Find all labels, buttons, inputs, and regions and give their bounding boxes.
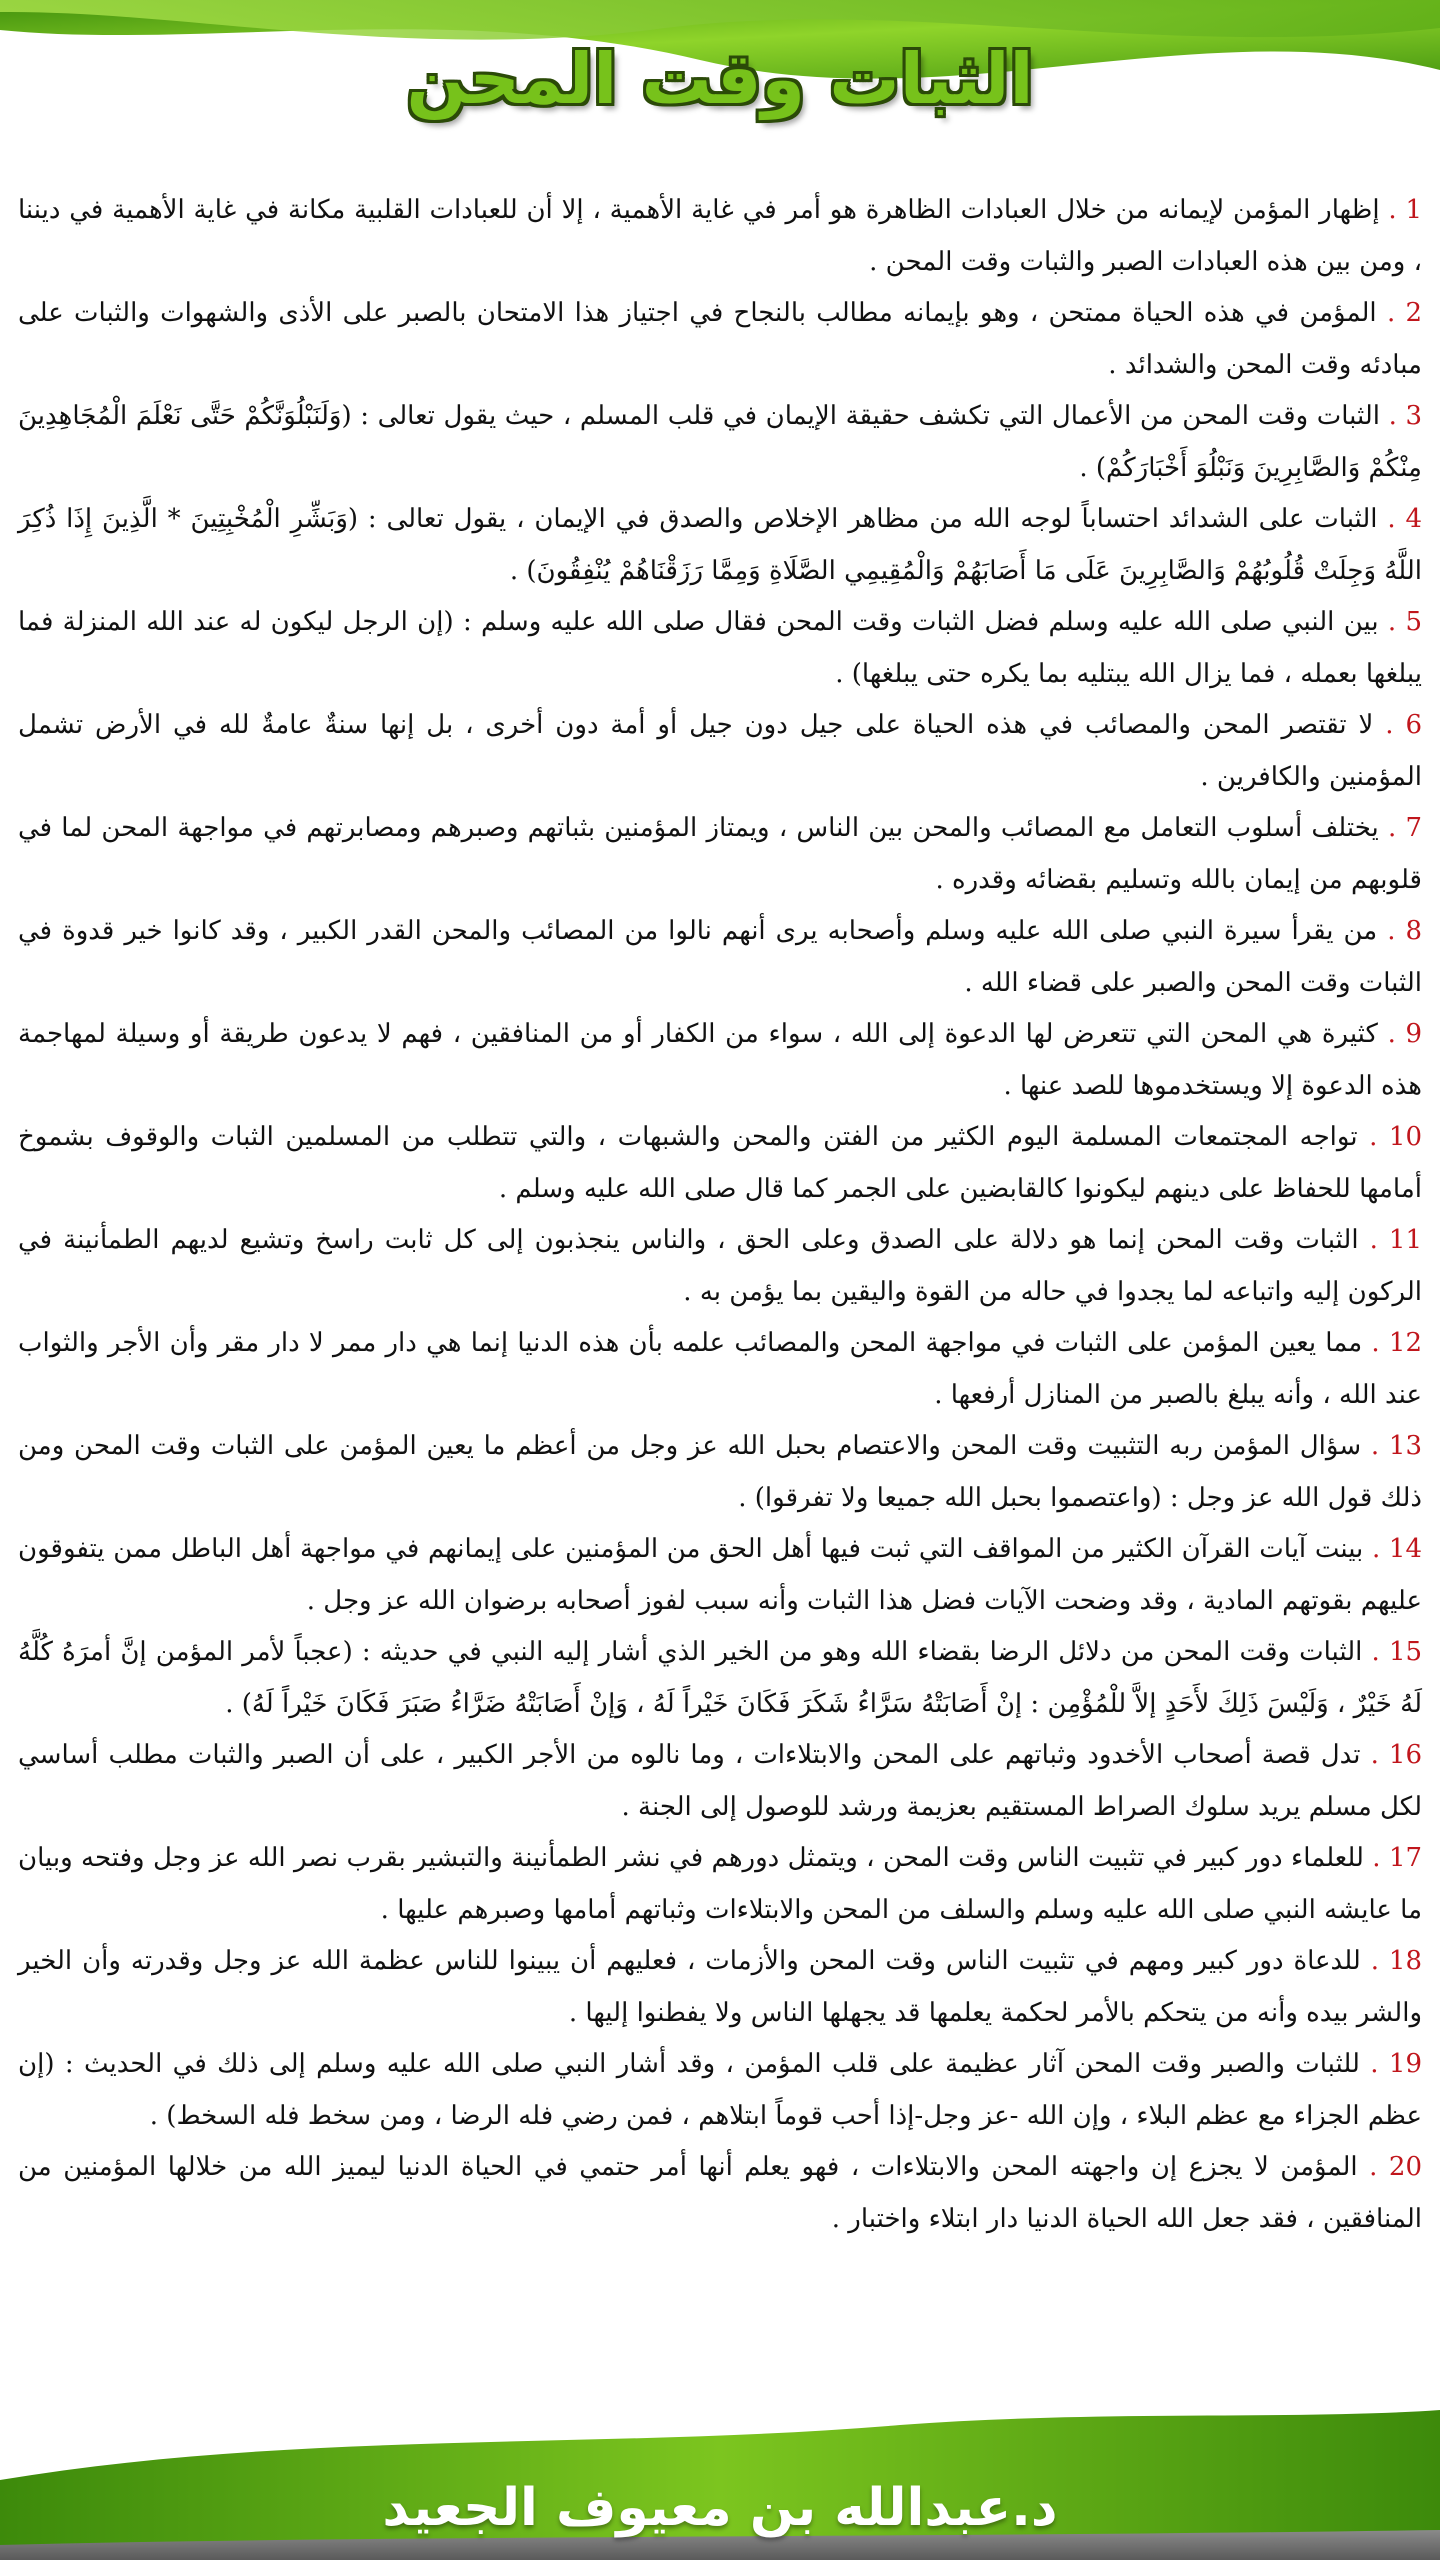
item-text: من يقرأ سيرة النبي صلى الله عليه وسلم وأصحابه يرى أنهم نالوا من المصائب والمحن القدر الكبير ، وقد كانوا خير قدوة في الثبات وقت المحن والصبر على قضاء الله .	[18, 916, 1422, 998]
item-text: تواجه المجتمعات المسلمة اليوم الكثير من الفتن والمحن والشبهات ، والتي تتطلب من المسلمين الثبات والوقوف بشموخ أمامها للحفاظ على دينهم ليكونوا كالقابضين على الجمر كما قال صلى الله عليه وسلم .	[18, 1122, 1422, 1204]
item-text: إظهار المؤمن لإيمانه من خلال العبادات الظاهرة هو أمر في غاية الأهمية ، إلا أن للعبادات القلبية مكانة في غاية الأهمية في ديننا ، ومن بين هذه العبادات الصبر والثبات وقت المحن .	[18, 195, 1422, 277]
item-text: تدل قصة أصحاب الأخدود وثباتهم على المحن والابتلاءات ، وما نالوه من الأجر الكبير ، على أن الصبر والثبات مطلب أساسي لكل مسلم يريد سلوك الصراط المستقيم بعزيمة ورشد للوصول إلى الجنة .	[18, 1740, 1422, 1822]
item-number: 17 .	[1372, 1843, 1423, 1873]
item-number: 13 .	[1370, 1431, 1423, 1461]
list-item	[18, 803, 1422, 906]
list-item	[18, 1215, 1422, 1318]
item-number: 11 .	[1369, 1225, 1423, 1255]
item-text: بين النبي صلى الله عليه وسلم فضل الثبات وقت المحن فقال صلى الله عليه وسلم : (إن الرجل ليكون له عند الله المنزلة فما يبلغها بعمله ، فما يزال الله يبتليه بما يكره حتى يبلغها) .	[18, 607, 1422, 689]
item-number: 16 .	[1370, 1740, 1423, 1770]
list-item	[18, 494, 1422, 597]
item-text: الثبات وقت المحن من الأعمال التي تكشف حقيقة الإيمان في قلب المسلم ، حيث يقول تعالى : (وَلَنَبْلُوَنَّكُمْ حَتَّى نَعْلَمَ الْمُجَاهِدِينَ مِنْكُمْ وَالصَّابِرِينَ وَنَبْلُوَ أَخْبَارَكُمْ) .	[18, 401, 1422, 483]
item-text: يختلف أسلوب التعامل مع المصائب والمحن بين الناس ، ويمتاز المؤمنين بثباتهم وصبرهم ومصابرتهم في مواجهة المحن لما في قلوبهم من إيمان بالله وتسليم بقضائه وقدره .	[18, 813, 1422, 895]
item-text: مما يعين المؤمن على الثبات في مواجهة المحن والمصائب علمه بأن هذه الدنيا إنما هي دار ممر لا دار مقر وأن الأجر والثواب عند الله ، وأنه يبلغ بالصبر من المنازل أرفعها .	[18, 1328, 1422, 1410]
item-text: الثبات على الشدائد احتساباً لوجه الله من مظاهر الإخلاص والصدق في الإيمان ، يقول تعالى : (وَبَشِّرِ الْمُخْبِتِينَ * الَّذِينَ إِذَا ذُكِرَ اللَّهُ وَجِلَتْ قُلُوبُهُمْ وَالصَّابِرِينَ عَلَى مَا أَصَابَهُمْ وَالْمُقِيمِي الصَّلَاةِ وَمِمَّا رَزَقْنَاهُمْ يُنْفِقُونَ) .	[18, 504, 1422, 586]
item-number: 4 .	[1387, 504, 1423, 534]
item-text: سؤال المؤمن ربه التثبيت وقت المحن والاعتصام بحبل الله عز وجل من أعظم ما يعين المؤمن على الثبات وقت المحن ومن ذلك قول الله عز وجل : (واعتصموا بحبل الله جميعا ولا تفرقوا) .	[18, 1431, 1422, 1513]
item-number: 6 .	[1385, 710, 1423, 740]
item-number: 15 .	[1371, 1637, 1423, 1667]
item-text: الثبات وقت المحن من دلائل الرضا بقضاء الله وهو من الخير الذي أشار إليه النبي في حديثه : (عجباً لأمر المؤمن إنَّ أمرَهُ كُلَّهُ لَهُ خَيْرٌ ، وَلَيْسَ ذَلِكَ لأَحَدٍ إلاَّ للْمُؤْمِن : إنْ أَصَابَتْهُ سَرَّاءُ شَكَرَ فَكَانَ خَيْراً لَهُ ، وَإنْ أَصَابَتْهُ ضَرَّاءُ صَبَرَ فَكَانَ خَيْراً لَهُ) .	[18, 1637, 1422, 1719]
list-item	[18, 1421, 1422, 1524]
item-number: 9 .	[1387, 1019, 1423, 1049]
item-number: 18 .	[1370, 1946, 1423, 1976]
item-number: 10 .	[1369, 1122, 1422, 1152]
item-text: المؤمن في هذه الحياة ممتحن ، وهو بإيمانه مطالب بالنجاح في اجتياز هذا الامتحان بالصبر على الأذى والشهوات والثبات على مبادئه وقت المحن والشدائد .	[18, 298, 1422, 380]
item-text: للعلماء دور كبير في تثبيت الناس وقت المحن ، ويتمثل دورهم في نشر الطمأنينة والتبشير بقرب نصر الله عز وجل وفتحه وبيان ما عايشه النبي صلى الله عليه وسلم والسلف من المحن والابتلاءات وثباتهم أمامها وصبرهم عليها .	[18, 1843, 1422, 1925]
item-number: 19 .	[1370, 2049, 1423, 2079]
list-item	[18, 288, 1422, 391]
list-item	[18, 185, 1422, 288]
list-item	[18, 700, 1422, 803]
item-number: 20 .	[1369, 2152, 1423, 2182]
list-item	[18, 2142, 1422, 2245]
item-number: 2 .	[1386, 298, 1423, 328]
page-title: الثبات وقت المحن	[406, 38, 1034, 120]
list-item	[18, 391, 1422, 494]
item-text: لا تقتصر المحن والمصائب في هذه الحياة على جيل دون جيل أو أمة دون أخرى ، بل إنها سنةٌ عامةٌ لله في الأرض تشمل المؤمنين والكافرين .	[18, 710, 1422, 792]
item-text: المؤمن لا يجزع إن واجهته المحن والابتلاءات ، فهو يعلم أنها أمر حتمي في الحياة الدنيا ليميز الله من خلالها المؤمنين من المنافقين ، فقد جعل الله الحياة الدنيا دار ابتلاء واختبار .	[18, 2152, 1422, 2234]
item-number: 12 .	[1371, 1328, 1423, 1358]
item-number: 5 .	[1387, 607, 1423, 637]
list-item	[18, 2039, 1422, 2142]
item-text: كثيرة هي المحن التي تتعرض لها الدعوة إلى الله ، سواء من الكفار أو من المنافقين ، فهم لا يدعون طريقة أو وسيلة لمهاجمة هذه الدعوة إلا ويستخدموها للصد عنها .	[18, 1019, 1422, 1101]
points-list	[18, 185, 1422, 2245]
list-item	[18, 1730, 1422, 1833]
item-text: بينت آيات القرآن الكثير من المواقف التي ثبت فيها أهل الحق من المؤمنين على إيمانهم في مواجهة أهل الباطل ممن يتفوقون عليهم بقوتهم المادية ، وقد وضحت الآيات فضل هذا الثبات وأنه سبب لفوز أصحابه برضوان الله عز وجل .	[18, 1534, 1422, 1616]
list-item	[18, 1936, 1422, 2039]
list-item	[18, 1112, 1422, 1215]
item-number: 3 .	[1388, 401, 1422, 431]
item-text: للثبات والصبر وقت المحن آثار عظيمة على قلب المؤمن ، وقد أشار النبي صلى الله عليه وسلم إلى ذلك في الحديث : (إن عظم الجزاء مع عظم البلاء ، وإن الله -عز وجل-إذا أحب قوماً ابتلاهم ، فمن رضي فله الرضا ، ومن سخط فله السخط) .	[18, 2049, 1422, 2131]
item-text: للدعاة دور كبير ومهم في تثبيت الناس وقت المحن والأزمات ، فعليهم أن يبينوا للناس عظمة الله عز وجل وقدرته وأن الخير والشر بيده وأنه من يتحكم بالأمر لحكمة يعلمها قد يجهلها الناس ولا يفطنوا إليها .	[18, 1946, 1422, 2028]
item-number: 7 .	[1387, 813, 1422, 843]
item-number: 8 .	[1387, 916, 1423, 946]
item-number: 1 .	[1388, 195, 1423, 225]
item-text: الثبات وقت المحن إنما هو دلالة على الصدق وعلى الحق ، والناس ينجذبون إلى كل ثابت راسخ وتشيع لديهم الطمأنينة في الركون إليه واتباعه لما يجدوا في حاله من القوة واليقين بما يؤمن به .	[18, 1225, 1422, 1307]
list-item	[18, 1627, 1422, 1730]
list-item	[18, 1524, 1422, 1627]
list-item	[18, 1318, 1422, 1421]
item-number: 14 .	[1371, 1534, 1423, 1564]
list-item	[18, 1009, 1422, 1112]
list-item	[18, 1833, 1422, 1936]
list-item	[18, 597, 1422, 700]
list-item	[18, 906, 1422, 1009]
author-name: د.عبدالله بن معيوف الجعيد	[382, 2478, 1058, 2538]
